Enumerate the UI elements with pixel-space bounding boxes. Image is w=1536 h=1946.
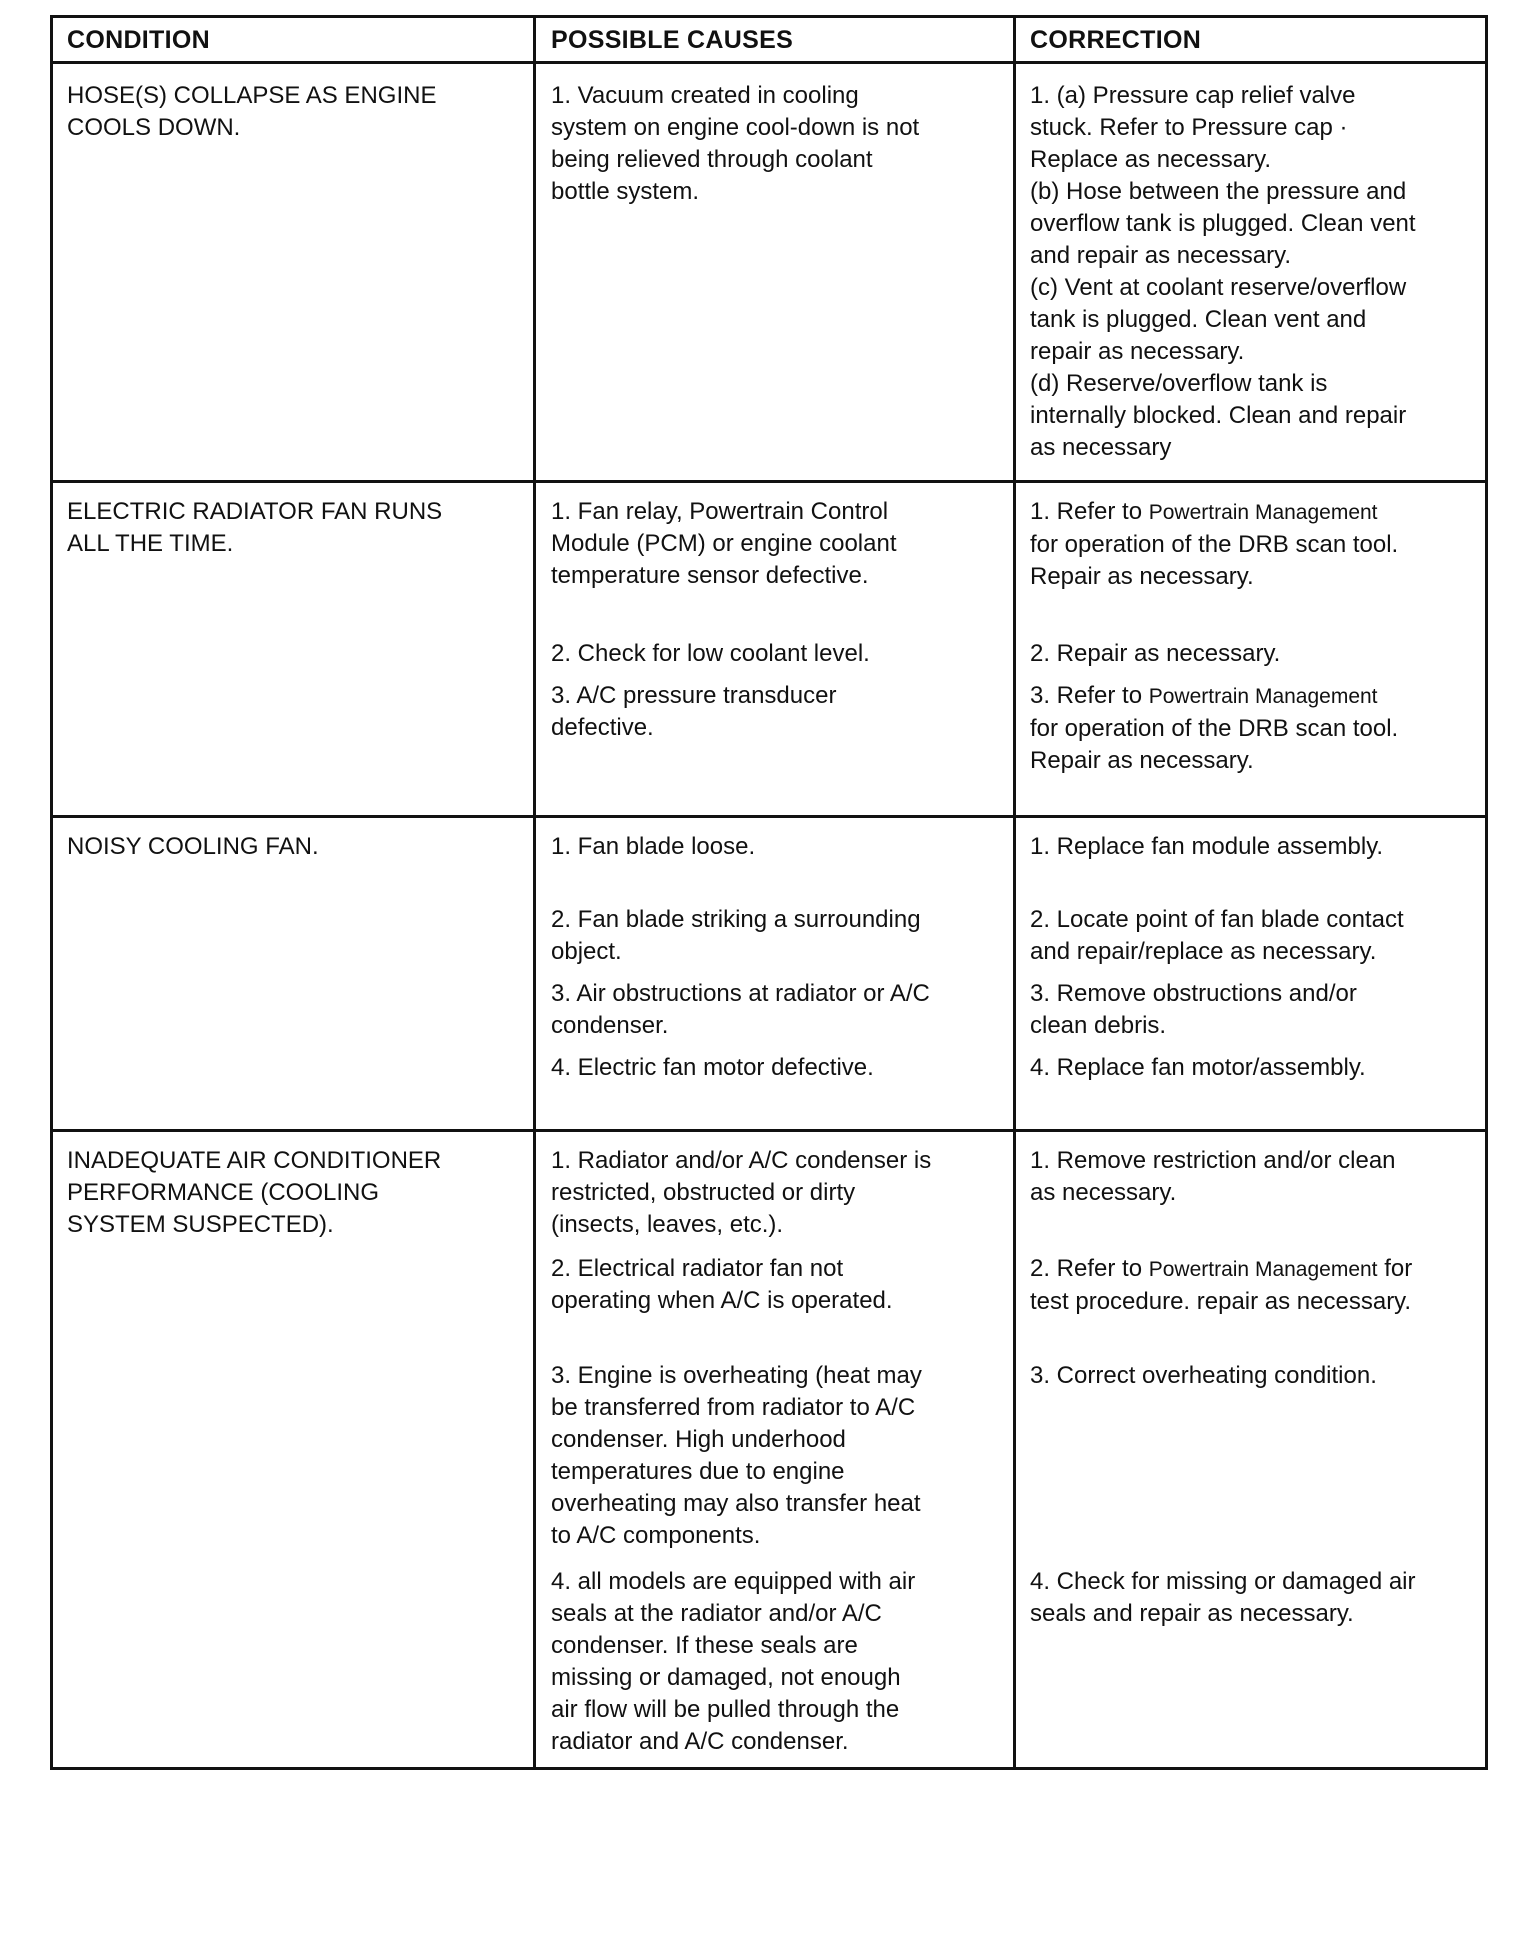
correction-cell: 2. Repair as necessary. — [1030, 640, 1281, 667]
manual-reference: Powertrain Management — [1148, 685, 1378, 708]
cause-cell: 3. A/C pressure transducer defective. — [551, 682, 837, 741]
correction-cell: 4. Replace fan motor/assembly. — [1030, 1054, 1366, 1081]
header-divider — [53, 61, 1485, 64]
correction-text: 1. Refer to — [1030, 498, 1149, 525]
correction-cell — [1030, 680, 1490, 777]
correction-cell — [1030, 496, 1490, 593]
condition-cell: ELECTRIC RADIATOR FAN RUNS ALL THE TIME. — [67, 498, 443, 557]
correction-cell: 1. Replace fan module assembly. — [1030, 833, 1384, 860]
cause-cell: 1. Fan blade loose. — [551, 833, 756, 860]
column-divider — [1013, 18, 1016, 1767]
header-possible-causes: POSSIBLE CAUSES — [551, 26, 794, 54]
row-divider — [53, 1129, 1485, 1132]
correction-text: 3. Refer to — [1030, 682, 1149, 709]
cause-cell: 4. Electric fan motor defective. — [551, 1054, 874, 1081]
correction-text: for test procedure. repair as necessary. — [1030, 1255, 1413, 1315]
cause-cell: 2. Check for low coolant level. — [551, 640, 870, 667]
manual-reference: Powertrain Management — [1148, 1258, 1378, 1281]
cause-cell: 1. Fan relay, Powertrain Control Module (PCM) or engine coolant temperature sensor defective. — [551, 498, 897, 589]
row-divider — [53, 815, 1485, 818]
correction-cell — [1030, 1253, 1490, 1318]
cause-cell: 2. Fan blade striking a surrounding object. — [551, 906, 921, 965]
cause-cell: 1. Vacuum created in cooling system on engine cool-down is not being relieved through coolant bottle system. — [551, 82, 920, 205]
condition-cell: INADEQUATE AIR CONDITIONER PERFORMANCE (COOLING SYSTEM SUSPECTED). — [67, 1147, 442, 1238]
header-correction: CORRECTION — [1030, 26, 1202, 54]
column-divider — [533, 18, 536, 1767]
cause-cell: 3. Air obstructions at radiator or A/C condenser. — [551, 980, 930, 1039]
cause-cell: 4. all models are equipped with air seals at the radiator and/or A/C condenser. If these seals are missing or damaged, not enough air flow will be pulled through the radiator and A/C condenser. — [551, 1568, 916, 1755]
troubleshooting-table — [50, 15, 1488, 1770]
cause-cell: 1. Radiator and/or A/C condenser is restricted, obstructed or dirty (insects, leaves, etc.). — [551, 1147, 932, 1238]
correction-cell: 3. Correct overheating condition. — [1030, 1362, 1377, 1389]
correction-cell: 1. Remove restriction and/or clean as necessary. — [1030, 1147, 1396, 1206]
correction-cell: 2. Locate point of fan blade contact and repair/replace as necessary. — [1030, 906, 1404, 965]
condition-cell: NOISY COOLING FAN. — [67, 833, 319, 860]
correction-text: 2. Refer to — [1030, 1255, 1149, 1282]
correction-cell: 3. Remove obstructions and/or clean debris. — [1030, 980, 1357, 1039]
correction-text: for operation of the DRB scan tool. Repair as necessary. — [1030, 715, 1399, 774]
cause-cell: 2. Electrical radiator fan not operating when A/C is operated. — [551, 1255, 893, 1314]
condition-cell: HOSE(S) COLLAPSE AS ENGINE COOLS DOWN. — [67, 82, 437, 141]
row-divider — [53, 480, 1485, 483]
correction-cell: 4. Check for missing or damaged air seals and repair as necessary. — [1030, 1568, 1416, 1627]
correction-cell: 1. (a) Pressure cap relief valve stuck. Refer to Pressure cap · Replace as necessary. (b) Hose between the pressure and overflow tank is plugged. Clean vent and repair as necessary. (c) Vent at coolant reserve/overflow tank is plugged. Clean vent and repair as necessary. (d) Reserve/overflow tank is internally blocked. Clean and repair as necessary — [1030, 82, 1416, 461]
manual-reference: Powertrain Management — [1148, 501, 1378, 524]
cause-cell: 3. Engine is overheating (heat may be transferred from radiator to A/C condenser. High underhood temperatures due to engine overheating may also transfer heat to A/C components. — [551, 1362, 922, 1549]
header-condition: CONDITION — [67, 26, 210, 54]
correction-text: for operation of the DRB scan tool. Repair as necessary. — [1030, 531, 1399, 590]
